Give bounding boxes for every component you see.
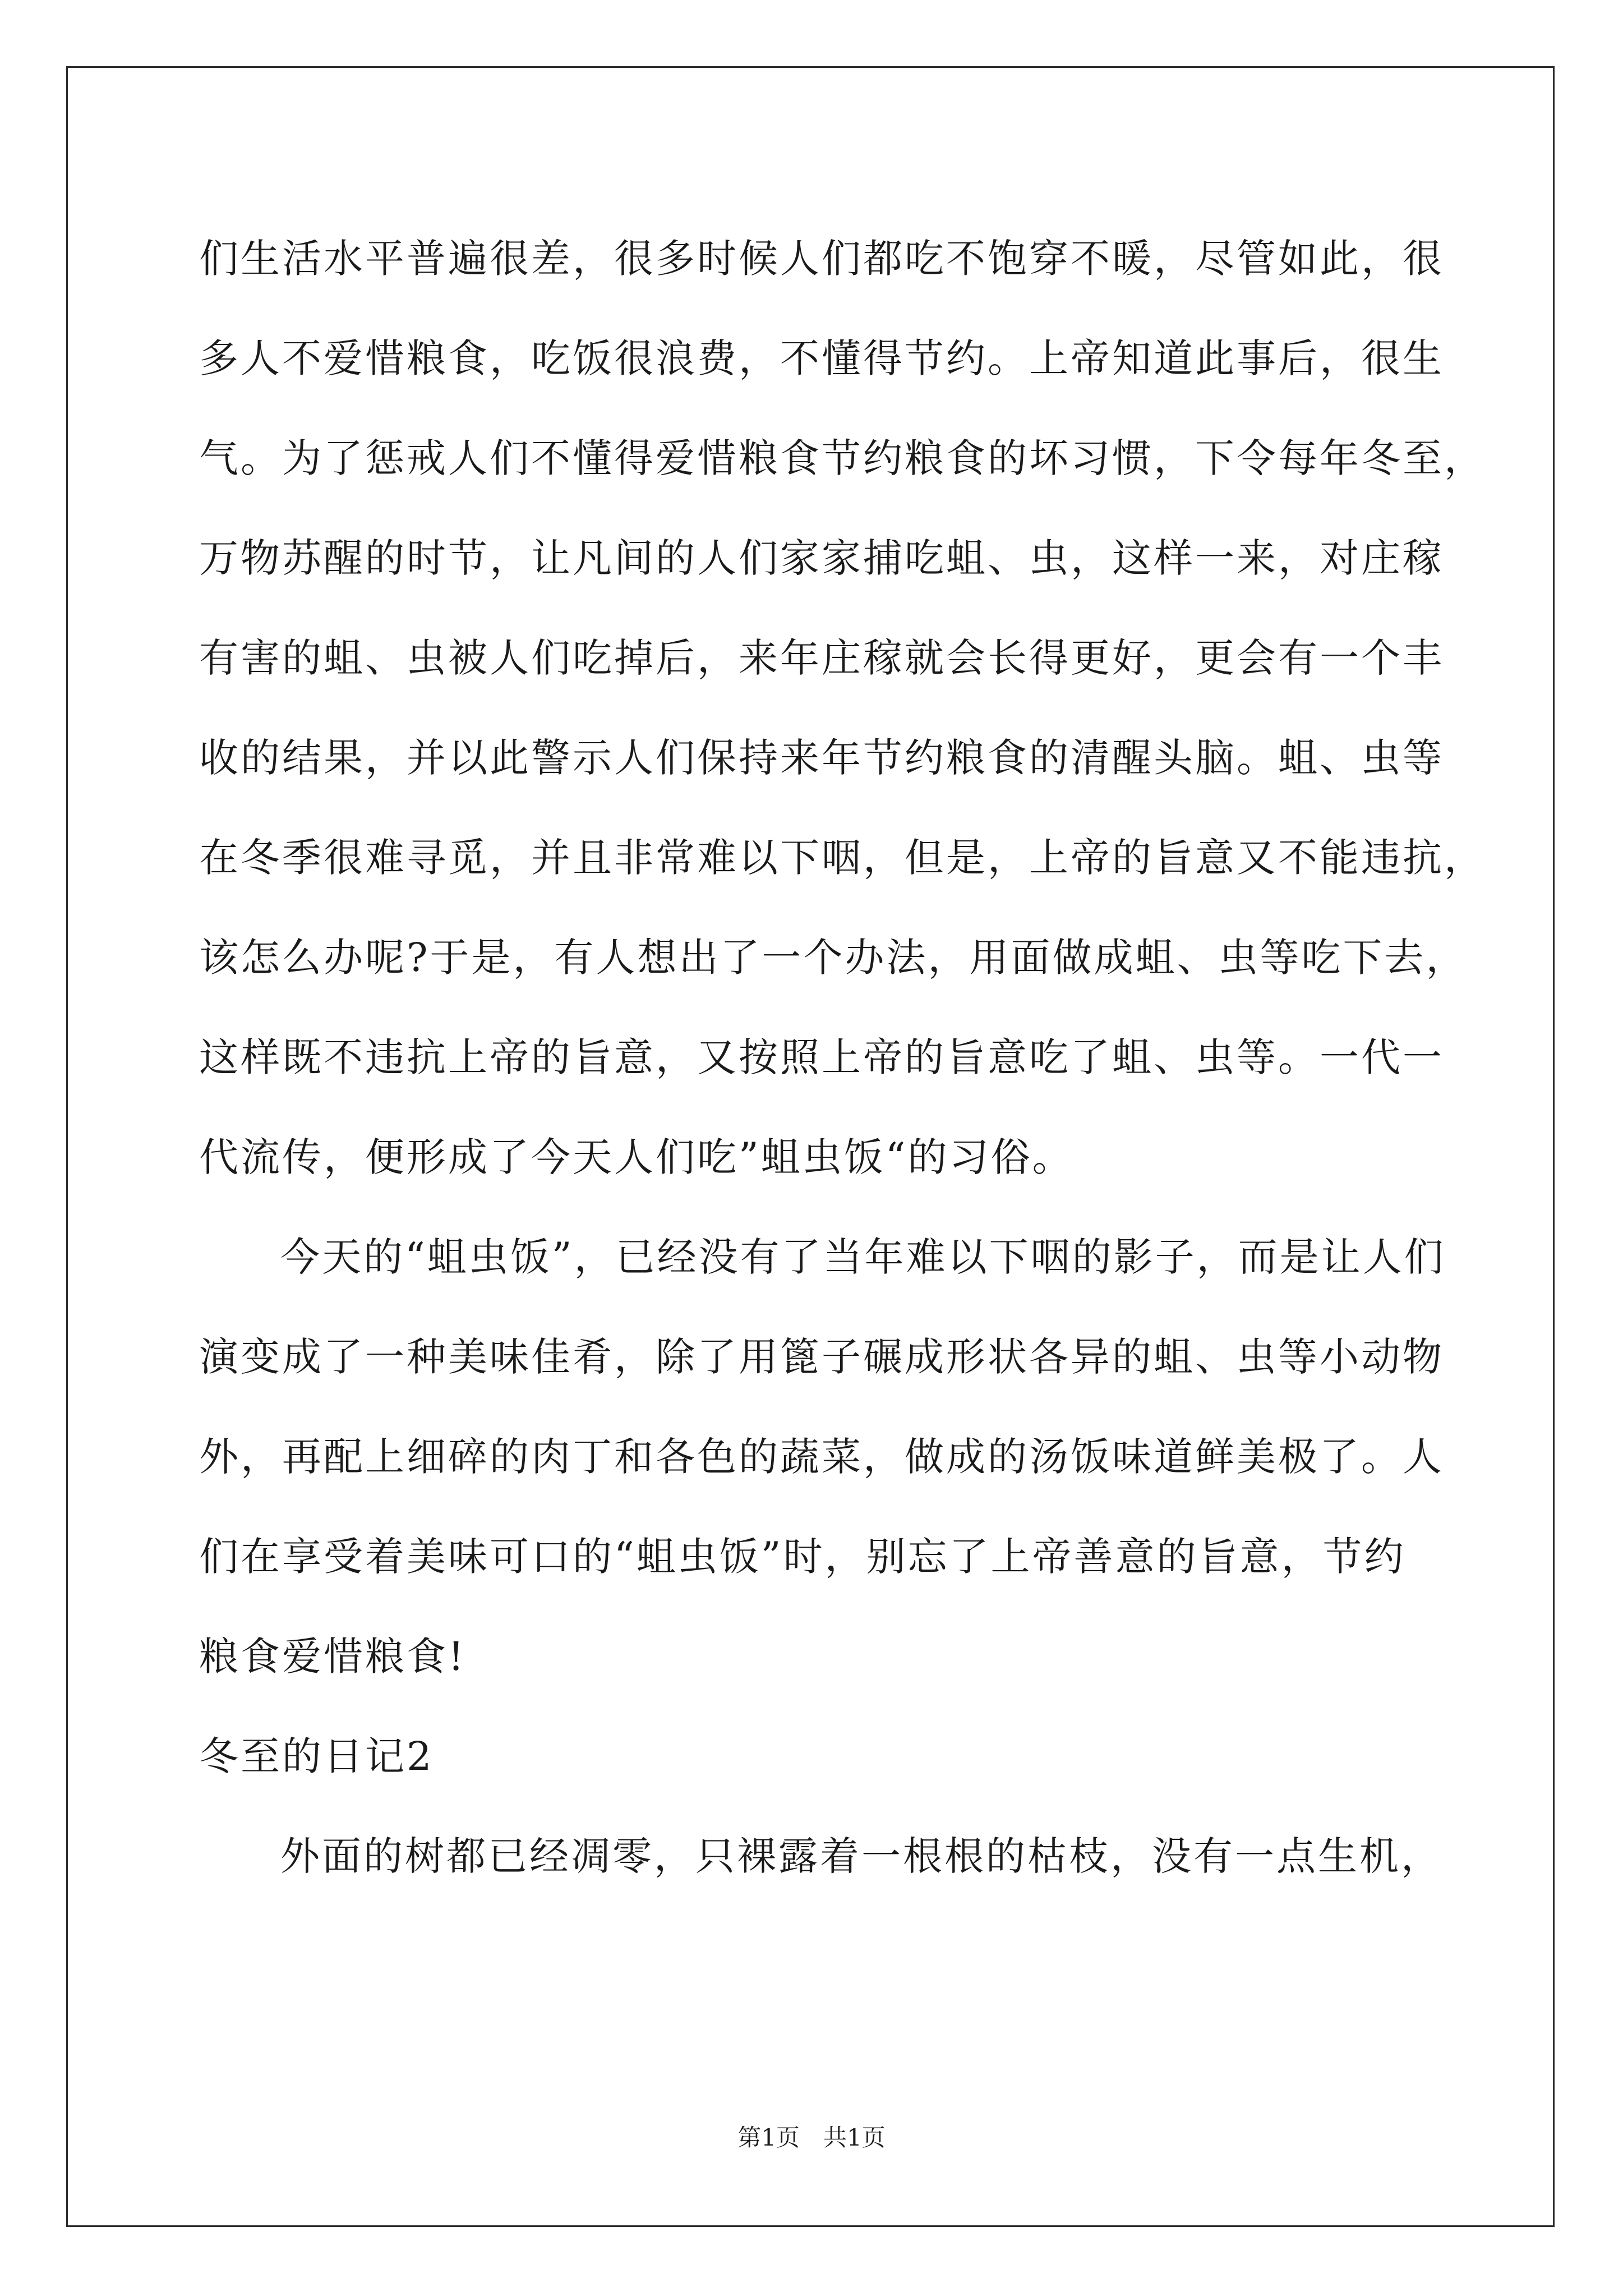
text-line: 外面的树都已经凋零，只裸露着一根根的枯枝，没有一点生机， — [280, 1833, 1442, 1879]
section-heading: 冬至的日记2 — [199, 1733, 434, 1779]
text-line: 万物苏醒的时节，让凡间的人们家家捕吃蛆、虫，这样一来，对庄稼 — [199, 535, 1444, 581]
text-line: 收的结果，并以此警示人们保持来年节约粮食的清醒头脑。蛆、虫等 — [199, 735, 1444, 781]
text-line: 今天的“蛆虫饭”，已经没有了当年难以下咽的影子，而是让人们 — [280, 1234, 1446, 1280]
text-line: 这样既不违抗上帝的旨意，又按照上帝的旨意吃了蛆、虫等。一代一 — [199, 1034, 1444, 1080]
text-line: 在冬季很难寻觅，并且非常难以下咽，但是，上帝的旨意又不能违抗， — [199, 835, 1486, 881]
text-line: 代流传，便形成了今天人们吃”蛆虫饭“的习俗。 — [199, 1134, 1074, 1180]
text-line: 有害的蛆、虫被人们吃掉后，来年庄稼就会长得更好，更会有一个丰 — [199, 635, 1444, 681]
text-line: 粮食爱惜粮食! — [199, 1634, 467, 1680]
text-line: 们在享受着美味可口的“蛆虫饭”时，别忘了上帝善意的旨意，节约 — [199, 1534, 1406, 1580]
text-line: 该怎么办呢?于是，有人想出了一个办法，用面做成蛆、虫等吃下去， — [199, 935, 1468, 981]
text-line: 们生活水平普遍很差，很多时候人们都吃不饱穿不暖，尽管如此，很 — [199, 236, 1444, 282]
document-body — [199, 209, 1486, 1906]
paragraph-2 — [199, 1207, 1446, 1706]
text-line: 演变成了一种美味佳肴，除了用篦子碾成形状各异的蛆、虫等小动物 — [199, 1334, 1444, 1380]
text-line: 气。为了惩戒人们不懂得爱惜粮食节约粮食的坏习惯，下令每年冬至， — [199, 435, 1486, 481]
text-line: 多人不爱惜粮食，吃饭很浪费，不懂得节约。上帝知道此事后，很生 — [199, 335, 1444, 381]
text-line: 外，再配上细碎的肉丁和各色的蔬菜，做成的汤饭味道鲜美极了。人 — [199, 1434, 1444, 1480]
paragraph-3 — [199, 1806, 1442, 1906]
page-footer: 第1页 共1页 — [737, 2124, 886, 2151]
paragraph-1 — [199, 209, 1486, 1207]
